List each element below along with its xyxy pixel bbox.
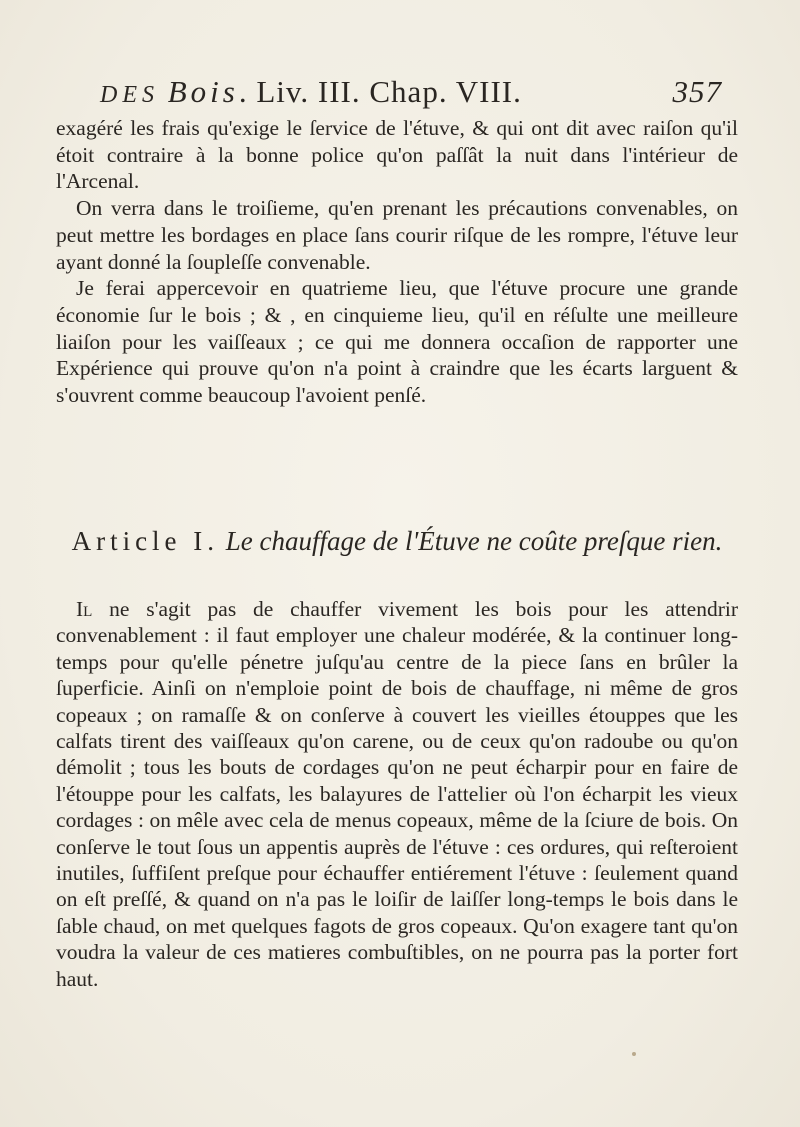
running-head-chapter: Liv. III. Chap. VIII. xyxy=(256,74,522,109)
article-lead-word: Il xyxy=(76,597,93,621)
running-head xyxy=(100,74,722,114)
paragraph-3: Je ferai appercevoir en quatrieme lieu, que l'étuve procure une grande économie ſur le bois ; & , en cinquieme lieu, qu'il en réſulte une meilleure liaiſon pour les vaiſſeaux ; ce qui me donnera occaſion de rapporter une Expérience qui prouve qu'on n'a point à craindre que les écarts larguent & s'ouvrent comme beaucoup l'avoient penſé. xyxy=(56,276,738,408)
running-head-book: Bois xyxy=(167,74,239,109)
intro-text xyxy=(56,115,738,409)
paragraph-2: On verra dans le troiſieme, qu'en prenant les précautions convenables, on peut mettre les bordages en place ſans courir riſque de les rompre, l'étuve leur ayant donné la ſoupleſſe convenable. xyxy=(56,196,738,274)
paragraph-1: exagéré les frais qu'exige le ſervice de l'étuve, & qui ont dit avec raiſon qu'il étoit contraire à la bonne police qu'on paſſât la nuit dans l'intérieur de l'Arcenal. xyxy=(56,116,738,194)
article-heading xyxy=(56,525,738,557)
article-label: Article I. xyxy=(71,526,220,556)
page-number: 357 xyxy=(672,74,722,109)
running-head-sep: . xyxy=(238,74,257,109)
running-head-prefix: DES xyxy=(100,82,159,108)
running-head-title xyxy=(100,74,522,110)
article-paragraph xyxy=(56,596,738,992)
paper-speck xyxy=(632,1052,636,1056)
article-paragraph-text: ne s'agit pas de chauffer vivement les bois pour les attendrir convenablement : il faut employer une chaleur modérée, & la continuer long-temps pour qu'elle pénetre juſqu'au centre de la piece ſans en brûler la ſuperficie. Ainſi on n'emploie point de bois de chauffage, ni même de gros copeaux ; on ramaſſe & on conſerve à couvert les vieilles étouppes que les calfats tirent des vaiſſeaux qu'on carene, ou de ceux qu'on radoube ou qu'on démolit ; tous les bouts de cordages qu'on ne peut écharpir pour en faire de l'étouppe pour les calfats, les balayures de l'attelier où l'on écharpit les vieux cordages : on mêle avec cela de menus copeaux, même de la ſciure de bois. On conſerve le tout ſous un appentis auprès de l'étuve : ces ordures, qui reſteroient inutiles, ſuffiſent preſque pour échauffer entiérement l'étuve : ſeulement quand on eſt preſſé, & quand on n'a pas le loiſir de laiſſer long-temps le bois dans le ſable chaud, on met quelques fagots de gros copeaux. Qu'on exagere tant qu'on voudra la valeur de ces matieres combuſtibles, on ne pourra pas la porter fort haut. xyxy=(56,597,738,991)
article-title: Le chauffage de l'Étuve ne coûte preſque rien. xyxy=(225,526,723,556)
article-body xyxy=(56,596,738,992)
